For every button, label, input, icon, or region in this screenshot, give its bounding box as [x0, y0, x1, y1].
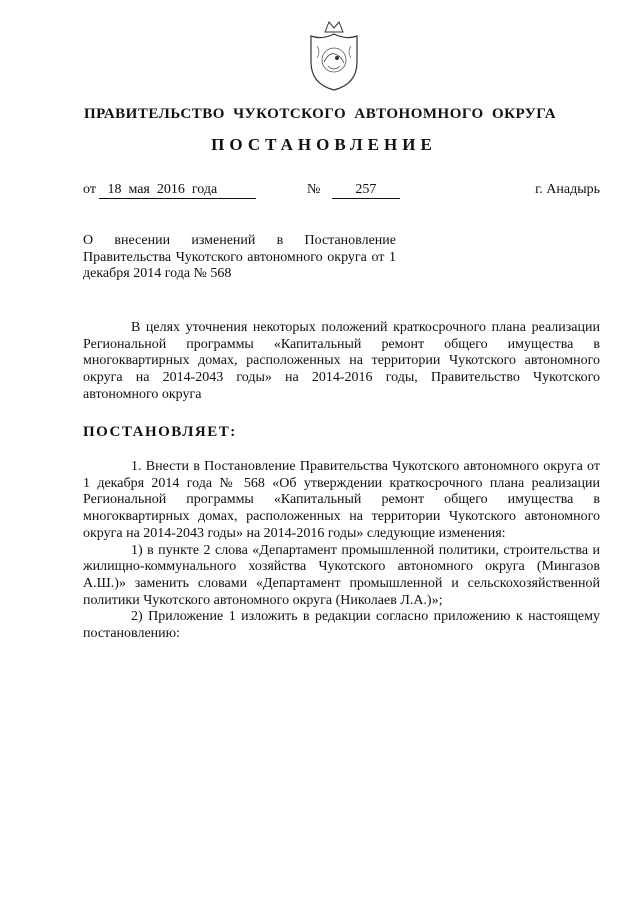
decree-date-row [83, 182, 256, 199]
subject-text: О внесении изменений в Постановление Правительства Чукотского автономного округа от 1 декабря 2014 года № 568 [83, 233, 396, 281]
decree-number-row [307, 182, 400, 199]
item-1-sub-1: 1) в пункте 2 слова «Департамент промышленной политики, строительства и жилищно-коммунального хозяйства Чукотского автономного округа (Мингазов А.Ш.)» заменить словами «Департамент промышленной и сельскохозяйственной политики Чукотского автономного округа (Николаев Л.А.)»; [83, 542, 600, 608]
decree-subject [83, 233, 396, 283]
resolves-heading: ПОСТАНОВЛЯЕТ: [83, 424, 237, 440]
item-1-sub-2: 2) Приложение 1 изложить в редакции согласно приложению к настоящему постановлению: [83, 609, 600, 642]
preamble-text: В целях уточнения некоторых положений краткосрочного плана реализации Региональной программы «Капитальный ремонт общего имущества в многоквартирных домах, расположенных на территории Чукотского автономного округа на 2014-2043 годы» на 2014-2016 годы, Правительство Чукотского автономного округа [83, 320, 600, 402]
from-label: от [83, 182, 96, 197]
decree-title: ПОСТАНОВЛЕНИЕ [211, 135, 437, 154]
decree-city: г. Анадырь [535, 182, 600, 197]
government-title: ПРАВИТЕЛЬСТВО ЧУКОТСКОГО АВТОНОМНОГО ОКРУГА [83, 106, 557, 122]
decree-date: 18 мая 2016 года [99, 182, 256, 199]
item-1: 1. Внести в Постановление Правительства Чукотского автономного округа от 1 декабря 2014 года № 568 «Об утверждении краткосрочного плана реализации Региональной программы «Капитальный ремонт общего имущества в многоквартирных домах, расположенных на территории Чукотского автономного округа на 2014-2043 годы» на 2014-2016 годы» следующие изменения: [83, 459, 600, 541]
decree-number: 257 [332, 182, 400, 199]
decree-items [83, 459, 600, 643]
coat-of-arms-emblem [307, 16, 361, 92]
preamble [83, 320, 600, 404]
number-label: № [307, 182, 321, 197]
